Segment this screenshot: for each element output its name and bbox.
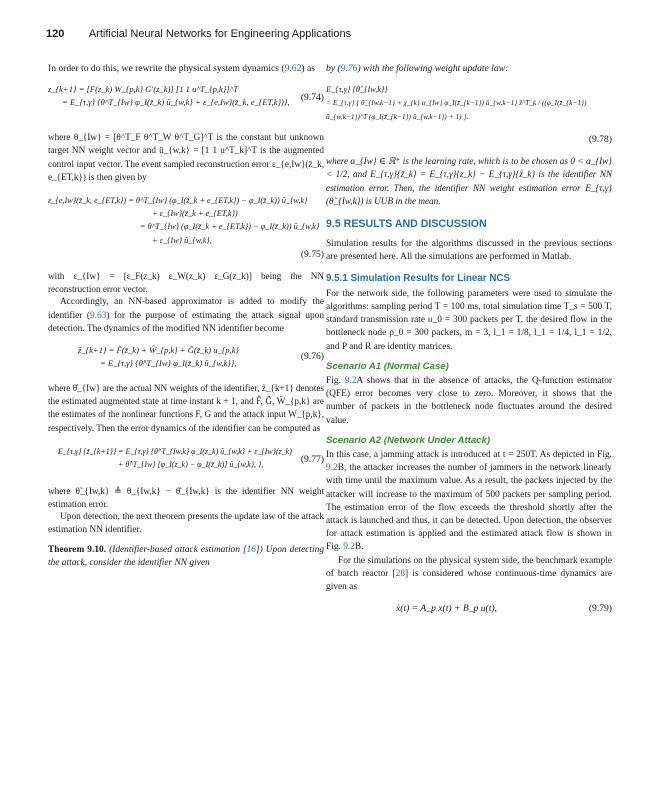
paragraph: where θ̃_{Iw,k} ≜ θ_{Iw,k} − θ̂_{Iw,k} is the identifier NN weight estimation error. (48, 485, 324, 510)
running-header (46, 28, 608, 46)
scenario-title: Scenario A2 (Network Under Attack) (326, 434, 491, 446)
equation-9-76 (48, 344, 324, 374)
equation-line: + ε_{Iw}(z̄_k + e_{ET,k}) (152, 209, 238, 219)
eq-ref-link[interactable]: 9.76 (340, 63, 358, 74)
text: Accordingly, an NN-based approximator is added to modify the identifier ( (48, 297, 324, 321)
text: (Identifier-based attack estimation [ (109, 544, 247, 555)
eq-ref-link[interactable]: 9.63 (90, 310, 107, 321)
text: ) for the purpose of estimating the attack signal upon detection. The dynamics of the modified NN identifier become (48, 310, 325, 334)
paragraph: where θ̂_{Iw} are the actual NN weights of the identifier, ẑ_{k+1} denotes the estimated augmented state at time instant k + 1, and F̂, Ĝ, Ŵ_{p,k} are the estimates of the nonlinear functions F, G and the attack input W_{p,k}, respectively. Then the error dynamics of the identifier can be computed as (48, 383, 324, 433)
theorem (48, 544, 324, 570)
equation-line: E_{τ,γ} {θ̂_{Iw,k}} (326, 85, 388, 95)
equation-line: = E_{τ,γ} {θ^T_{Iw} φ_I(z̄_k) ū_{w,k} + ε_{e,Iw}(z̄_k, e_{ET,k})}, (62, 97, 290, 108)
citation-link[interactable]: 28 (395, 568, 405, 579)
equation-line: = θ^T_{Iw} (φ_I(z̄_k + e_{ET,k}) − φ_I(z̄_k)) ū_{w,k} (140, 222, 320, 232)
paragraph: where α_{Iw} ∈ ℝ⁺ is the learning rate, which is to be chosen as 0 < α_{Iw} < 1/2, and E_{τ,γ}{z̃_k} = E_{τ,γ}{z_k} − E_{τ,γ}{ẑ_k} is the identifier NN estimation error. Then, the identifier NN weight estimation error E_{τ,γ}(θ̃_{Iw,k}) is UUB in the mean. (326, 156, 612, 206)
equation-9-75 (48, 194, 324, 262)
equation-number: (9.78) (588, 134, 612, 146)
paragraph (326, 375, 612, 428)
text: Fig. (326, 376, 345, 387)
paragraph (48, 62, 324, 75)
text: ] is considered whose continuous-time dynamics are given as (326, 568, 612, 593)
text: by ( (326, 63, 341, 74)
paragraph (326, 555, 612, 595)
equation-line: ε_{e,Iw}(z̄_k, e_{ET,k}) = θ^T_{Iw} (φ_I(z̄_k + e_{ET,k}) − φ_I(z̄_k)) ū_{w,k} (48, 196, 308, 206)
figure-ref-link[interactable]: 9.2 (326, 463, 338, 474)
text: In order to do this, we rewrite the physical system dynamics ( (48, 63, 285, 74)
subsection-title: 9.5.1 Simulation Results for Linear NCS (326, 272, 511, 284)
text: B, the attacker increases the number of jammers in the network linearly with time until the maximum value. As a result, the packets injected by the attacker will increase to the maximum of 500 packets per sampling period. The estimation error of the flow exceeds the threshold shortly after the attack is launched and thus, it can be detected. Upon detection, the observer for attack estimation is applied and the estimated attack flow is shown in Fig. (326, 463, 612, 553)
text: In this case, a jamming attack is introduced at t = 250T. As depicted in Fig. (326, 450, 612, 461)
equation-line: + θ̂^T_{Iw} [φ_I(z_k) − φ_I(z̄_k)] ū_{w,k}, }, (118, 460, 264, 470)
equation-number: (9.79) (588, 603, 612, 615)
equation-9-77 (48, 445, 324, 477)
text: For the simulations on the physical system side, the benchmark example of batch reactor [ (326, 555, 612, 579)
paragraph (326, 449, 612, 555)
equation-9-78 (326, 83, 612, 147)
text: ) as (301, 63, 315, 74)
equation-number: (9.76) (300, 351, 324, 363)
theorem-label: Theorem 9.10. (48, 544, 107, 555)
equation-line: ẑ_{k+1} = F̂(z̄_k) + Ŵ_{p,k} + Ĝ(z̄_k) u_{p,k} (78, 345, 239, 356)
text: ) with the following weight update law: (357, 63, 509, 74)
figure-ref-link[interactable]: 9.2 (344, 376, 357, 387)
equation-line: + ε_{Iw} ū_{w,k}, (152, 235, 212, 245)
text: A shows that in the absence of attacks, the Q-function estimator (QFE) error becomes very close to zero. Moreover, it shows that the number of packets in the bottleneck node fluctuates around the desired value. (326, 376, 612, 426)
running-title: Artificial Neural Networks for Engineering Applications (88, 28, 352, 40)
equation-line: = E_{τ,γ} { θ̂_{Iw,k−1} + χ_{k} α_{Iw} φ_I(z̄_{k−1}) ū_{w,k−1} z̃^T_k / ((φ_I(z̄_{k−1}) ū_{w,k−1})^T (φ_I(z̄_{k−1}) ū_{w,k−1}) + 1) }, (326, 98, 587, 121)
paragraph: For the network side, the following parameters were used to simulate the algorithms: sampling period T = 100 ms, total simulation time T_s = 500 T, standard transmission rate υ_0 = 300 packets per T, the desired flow in the bottleneck node ρ_0 = 300 packets, m = 3, l_1 = 1/8, l_1 = 1/4, l_1 = 1/2, and P and R are identity matrices. (326, 288, 612, 352)
paragraph: Upon detection, the next theorem presents the update law of the attack estimation NN identifier. (48, 512, 324, 536)
paragraph: Simulation results for the algorithms discussed in the previous sections are presented here. All the simulations are performed in Matlab. (326, 238, 612, 263)
equation-line: = E_{τ,γ} {θ̂^T_{Iw} φ_I(z̄_k) ū_{w,k}}, (100, 358, 237, 369)
paragraph (326, 62, 612, 75)
equation-number: (9.74) (300, 92, 324, 104)
equation-line: z_{k+1} = [F(z_k) W_{p,k} G'(z_k)] [1 1 u^T_{p,k}]^T (48, 84, 239, 95)
paragraph (48, 296, 324, 336)
section-title: 9.5 RESULTS AND DISCUSSION (326, 218, 487, 231)
page-number: 120 (46, 28, 65, 40)
equation-number: (9.75) (300, 249, 324, 261)
equation-9-74 (48, 83, 324, 123)
paragraph: with ε_{Iw} = [ε_F(z_k) ε_W(z_k) ε_G(z_k)] being the NN reconstruction error vector. (48, 271, 324, 295)
scenario-title: Scenario A1 (Normal Case) (326, 360, 449, 372)
right-column (326, 62, 612, 626)
text: B. (354, 542, 364, 553)
figure-ref-link[interactable]: 9.2 (343, 542, 355, 553)
equation-9-79 (326, 602, 612, 618)
citation-link[interactable]: 16 (246, 544, 256, 555)
equation-line: E_{τ,γ} {z̃_{k+1}} = E_{τ,γ} {θ̃^T_{Iw,k} φ_I(z_k) ū_{w,k} + ε_{Iw}(z_k) (58, 446, 292, 456)
equation-line: ẋ(t) = A_p x(t) + B_p u(t), (396, 603, 497, 615)
eq-ref-link[interactable]: 9.62 (284, 63, 302, 74)
text: ]) Upon detecting the attack, consider the identifier NN given (48, 544, 325, 568)
equation-number: (9.77) (300, 453, 324, 465)
left-column (48, 62, 324, 570)
paragraph: where θ_{Iw} = [θ^T_F θ^T_W θ^T_G]^T is the constant but unknown target NN weight vector and ū_{w,k} = [1 1 u^T_k]^T is the augmented control input vector. The event sampled reconstruction error ε_{e,Iw}(z̄_k, e_{ET,k}) is then given by (48, 132, 324, 182)
